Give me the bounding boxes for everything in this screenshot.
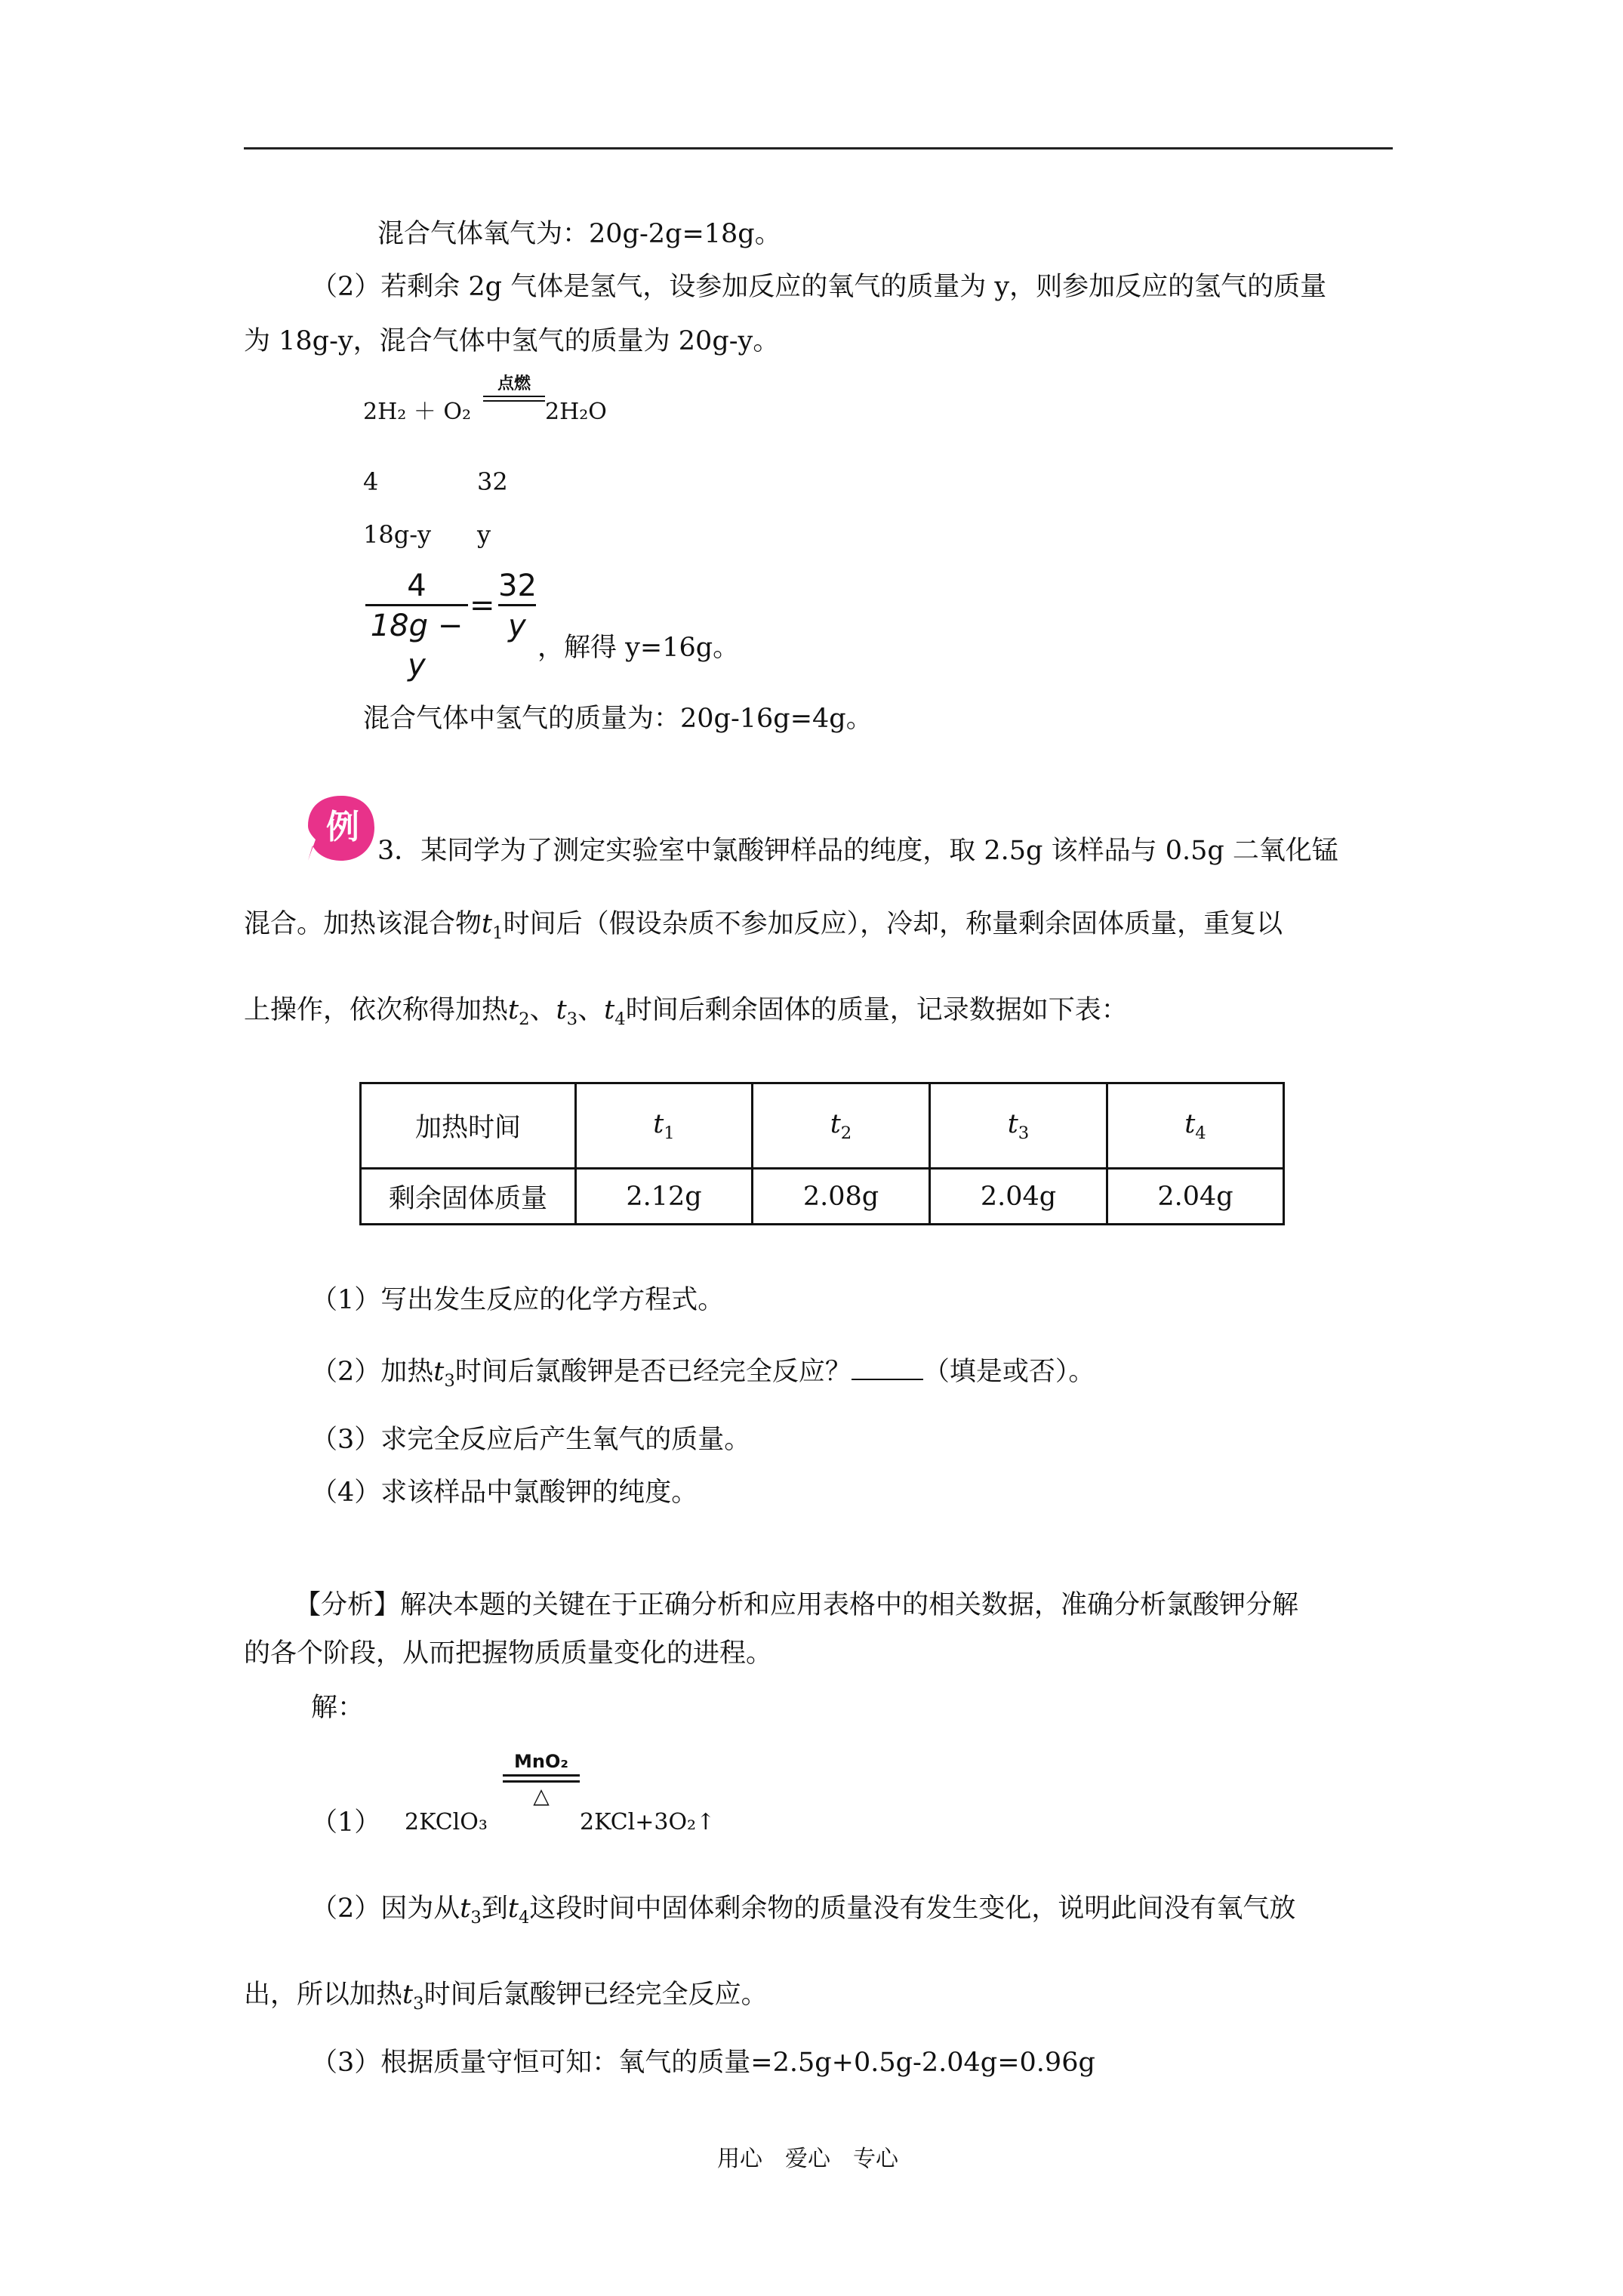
page-footer: 用心 爱心 专心: [717, 2146, 898, 2172]
s2-t4-symbol: [507, 1894, 530, 1928]
eq1-reactants: 2H₂ ＋ O₂: [363, 399, 471, 425]
q2-c: （填是或否）。: [922, 1357, 1095, 1387]
table-t1-sub: 1: [664, 1123, 675, 1143]
t4-symbol: [604, 995, 626, 1029]
question-1: （1）写出发生反应的化学方程式。: [311, 1285, 725, 1315]
header-rule: [244, 147, 1393, 149]
table-row-mass: [361, 1169, 1284, 1225]
s2-t4-sub: 4: [518, 1908, 530, 1928]
fraction-right-numerator: 32: [498, 569, 537, 603]
eq1-condition: [483, 374, 545, 402]
s2-t3-symbol: [460, 1894, 482, 1928]
solution-label: 解：: [311, 1693, 365, 1723]
mass-row2-a: 18g-y: [363, 520, 432, 549]
fraction-right: [498, 568, 536, 646]
p3-l3d: 时间后剩余固体的质量，记录数据如下表：: [625, 995, 1128, 1025]
case2-line2: 为 18g-y，混合气体中氢气的质量为 20g-y。: [244, 326, 780, 356]
solution-3: （3）根据质量守恒可知：氧气的质量=2.5g+0.5g-2.04g=0.96g: [311, 2048, 1095, 2078]
mass-ratio-4: 4: [363, 467, 379, 496]
q2-a: （2）加热: [311, 1357, 434, 1387]
heating-data-table: [359, 1082, 1285, 1225]
s2-t3b-sub: 3: [413, 1994, 424, 2014]
fraction-equals: =: [470, 588, 495, 623]
q2-t3-symbol: [433, 1357, 455, 1391]
s2-t3b-t: t: [402, 1980, 414, 2010]
q2-b: 时间后氯酸钾是否已经完全反应？: [454, 1357, 852, 1387]
solution-2-line2: [244, 1978, 768, 2020]
table-t1-t: t: [653, 1108, 664, 1139]
table-t4: [1107, 1083, 1284, 1169]
table-cell: 2.04g: [930, 1169, 1107, 1225]
table-cell: 2.08g: [753, 1169, 930, 1225]
t3-t: t: [556, 995, 567, 1025]
problem3-line2: [244, 908, 1283, 950]
t2-sub: 2: [519, 1009, 530, 1029]
eq1-bar-top: [483, 396, 545, 397]
s2-b: 到: [481, 1894, 508, 1924]
mno2-bar-top: [503, 1774, 580, 1777]
solution-1-label: （1）: [311, 1808, 381, 1838]
t2-symbol: [508, 995, 530, 1029]
p3-l3b: 、: [529, 995, 556, 1025]
s2-a: （2）因为从: [311, 1894, 460, 1924]
question-3: （3）求完全反应后产生氧气的质量。: [311, 1425, 751, 1455]
table-label-time: 加热时间: [361, 1083, 576, 1169]
p3-l2a: 混合。加热该混合物: [244, 909, 482, 939]
q2-t3-sub: 3: [444, 1371, 455, 1391]
t3-sub: 3: [566, 1009, 578, 1029]
problem3-line1: 3．某同学为了测定实验室中氯酸钾样品的纯度，取 2.5g 该样品与 0.5g 二氧化锰: [377, 836, 1338, 866]
s2-t3-t: t: [460, 1894, 471, 1924]
p3-l2b: 时间后（假设杂质不参加反应），冷却，称量剩余固体质量，重复以: [503, 909, 1283, 939]
badge-char: 例: [326, 808, 359, 846]
s2-t3b-symbol: [402, 1980, 424, 2014]
t4-sub: 4: [614, 1009, 626, 1029]
solution-2-line1: [311, 1892, 1295, 1934]
table-label-mass: 剩余固体质量: [361, 1169, 576, 1225]
eq1-bar-bottom: [483, 400, 545, 402]
t2-t: t: [508, 995, 519, 1025]
example-badge-icon: [305, 793, 377, 865]
question-2: [311, 1355, 1095, 1398]
table-cell: 2.04g: [1107, 1169, 1284, 1225]
solve-y: ，解得 y=16g。: [537, 633, 740, 663]
s2-c: 这段时间中固体剩余物的质量没有发生变化，说明此间没有氧气放: [529, 1894, 1296, 1924]
fraction-left: [365, 568, 468, 685]
table-t3-t: t: [1007, 1108, 1018, 1139]
kcl-products: 2KCl+3O₂↑: [580, 1809, 716, 1835]
answer-blank[interactable]: [852, 1356, 923, 1380]
fraction-right-denominator: y: [508, 609, 526, 643]
table-t3-sub: 3: [1018, 1123, 1030, 1143]
mass-row2-b: y: [477, 520, 491, 549]
fraction-left-denominator: 18g − y: [370, 609, 463, 683]
t1-t: t: [482, 909, 493, 939]
p3-l3c: 、: [577, 995, 605, 1025]
table-t2: [753, 1083, 930, 1169]
analysis-line1: 【分析】解决本题的关键在于正确分析和应用表格中的相关数据，准确分析氯酸钾分解: [294, 1590, 1299, 1620]
mno2-text: MnO₂: [514, 1751, 568, 1772]
heat-symbol: △: [533, 1783, 550, 1808]
table-t2-sub: 2: [840, 1123, 852, 1143]
q2-t3-t: t: [433, 1357, 445, 1387]
eq1-product: 2H₂O: [545, 399, 607, 425]
kclo3-reactant: 2KClO₃: [405, 1809, 488, 1835]
oxygen-mass-line: 混合气体氧气为：20g-2g=18g。: [377, 219, 781, 249]
t4-t: t: [604, 995, 615, 1025]
table-t3: [930, 1083, 1107, 1169]
table-t4-sub: 4: [1195, 1123, 1206, 1143]
hydrogen-mass-line: 混合气体中氢气的质量为：20g-16g=4g。: [363, 704, 873, 734]
question-4: （4）求该样品中氯酸钾的纯度。: [311, 1478, 698, 1508]
mass-ratio-32: 32: [477, 467, 508, 496]
t1-sub: 1: [492, 923, 504, 943]
s2-d: 出，所以加热: [244, 1980, 403, 2010]
s2-e: 时间后氯酸钾已经完全反应。: [423, 1980, 768, 2010]
table-t2-t: t: [830, 1108, 841, 1139]
problem3-line3: [244, 994, 1128, 1036]
t3-symbol: [556, 995, 578, 1029]
s2-t3-sub: 3: [470, 1908, 482, 1928]
table-row-time: [361, 1083, 1284, 1169]
table-cell: 2.12g: [576, 1169, 753, 1225]
table-t1: [576, 1083, 753, 1169]
table-t4-t: t: [1184, 1108, 1196, 1139]
analysis-line2: 的各个阶段，从而把握物质质量变化的进程。: [244, 1638, 773, 1669]
s2-t4-t: t: [507, 1894, 519, 1924]
fraction-left-numerator: 4: [407, 569, 427, 603]
case2-line1: （2）若剩余 2g 气体是氢气，设参加反应的氧气的质量为 y，则参加反应的氢气的质量: [311, 272, 1327, 302]
t1-symbol: [482, 909, 504, 943]
mno2-condition: [503, 1750, 580, 1810]
eq1-condition-text: 点燃: [497, 374, 531, 393]
p3-l3a: 上操作，依次称得加热: [244, 995, 509, 1025]
